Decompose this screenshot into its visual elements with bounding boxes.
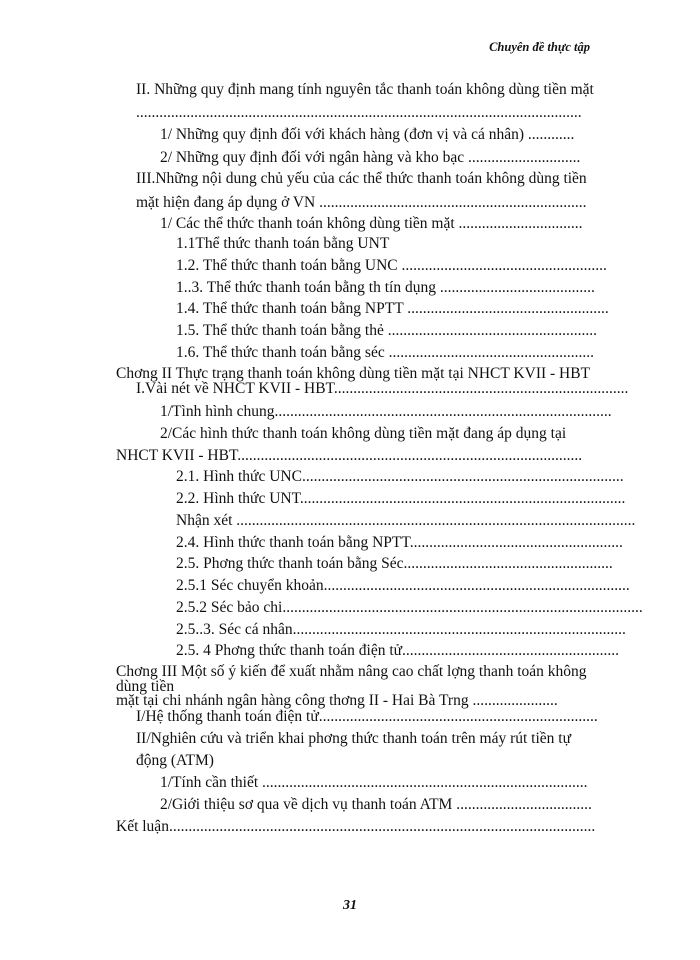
- toc-line: 2/Giới thiệu sơ qua về dịch vụ thanh toán ATM ...................................: [160, 796, 592, 813]
- toc-line: 1.1Thể thức thanh toán bằng UNT: [176, 235, 390, 252]
- toc-line: Nhận xét .......................................................................................................: [176, 512, 636, 529]
- page-number: 31: [343, 898, 357, 913]
- toc-line: 2.5.2 Séc bảo chi.............................................................................................: [176, 599, 643, 616]
- toc-line: 2.2. Hình thức UNT....................................................................................: [176, 490, 626, 507]
- toc-line: I/Hệ thống thanh toán điện tử........................................................................: [136, 708, 598, 725]
- toc-line: 2.1. Hình thức UNC...................................................................................: [176, 468, 624, 485]
- toc-line: 1.4. Thể thức thanh toán bằng NPTT ....................................................: [176, 300, 609, 317]
- toc-line: II/Nghiên cứu và triển khai phơng thức thanh toán trên máy rút tiền tự: [136, 730, 571, 747]
- running-header: Chuyên đề thực tập: [489, 40, 590, 54]
- toc-line: NHCT KVII - HBT.........................................................................................: [116, 447, 583, 464]
- toc-line: 1..3. Thể thức thanh toán bằng th tín dụng ........................................: [176, 279, 595, 296]
- toc-line: I.Vài nét về NHCT KVII - HBT............................................................................: [136, 380, 629, 397]
- toc-line: 2/Các hình thức thanh toán không dùng tiền mặt đang áp dụng tại: [160, 425, 567, 442]
- toc-line: 1/ Các thể thức thanh toán không dùng tiền mặt ................................: [160, 215, 583, 232]
- toc-line: 2.5. Phơng thức thanh toán bằng Séc......................................................: [176, 555, 613, 572]
- toc-line: dùng tiền: [116, 678, 175, 695]
- toc-line: Chơng III Một số ý kiến để xuất nhằm nâng cao chất lợng thanh toán không: [116, 663, 587, 680]
- toc-line: 2.4. Hình thức thanh toán bằng NPTT.......................................................: [176, 534, 623, 551]
- toc-line: mặt hiện đang áp dụng ở VN .....................................................................: [136, 194, 587, 211]
- toc-line: 1.2. Thể thức thanh toán bằng UNC .....................................................: [176, 257, 607, 274]
- toc-line: 2.5.1 Séc chuyển khoản...............................................................................: [176, 577, 630, 594]
- toc-line: ...................................................................................................................: [136, 104, 582, 121]
- toc-line: Kết luận..............................................................................................................: [116, 818, 596, 835]
- toc-line: 2.5..3. Séc cá nhân......................................................................................: [176, 621, 626, 638]
- toc-line: 1/Tính cần thiết ....................................................................................: [160, 774, 588, 791]
- toc-line: động (ATM): [136, 752, 214, 769]
- toc-line: 2.5. 4 Phơng thức thanh toán điện tử........................................................: [176, 642, 620, 659]
- toc-line: Chơng II Thực trạng thanh toán không dùng tiền mặt tại NHCT KVII - HBT: [116, 365, 591, 382]
- toc-line: III.Những nội dung chủ yếu của các thể thức thanh toán không dùng tiền: [136, 170, 587, 187]
- toc-line: 1/Tình hình chung.......................................................................................: [160, 403, 612, 420]
- toc-line: 1/ Những quy định đối với khách hàng (đơn vị và cá nhân) ............: [160, 126, 575, 143]
- toc-line: 2/ Những quy định đối với ngân hàng và kho bạc .............................: [160, 149, 581, 166]
- toc-line: mặt tại chi nhánh ngân hàng công thơng II - Hai Bà Trng ......................: [116, 692, 558, 709]
- toc-line: II. Những quy định mang tính nguyên tắc thanh toán không dùng tiền mặt: [136, 81, 594, 98]
- toc-line: 1.6. Thể thức thanh toán bằng séc .....................................................: [176, 344, 594, 361]
- toc-line: 1.5. Thể thức thanh toán bằng thẻ ......................................................: [176, 322, 597, 339]
